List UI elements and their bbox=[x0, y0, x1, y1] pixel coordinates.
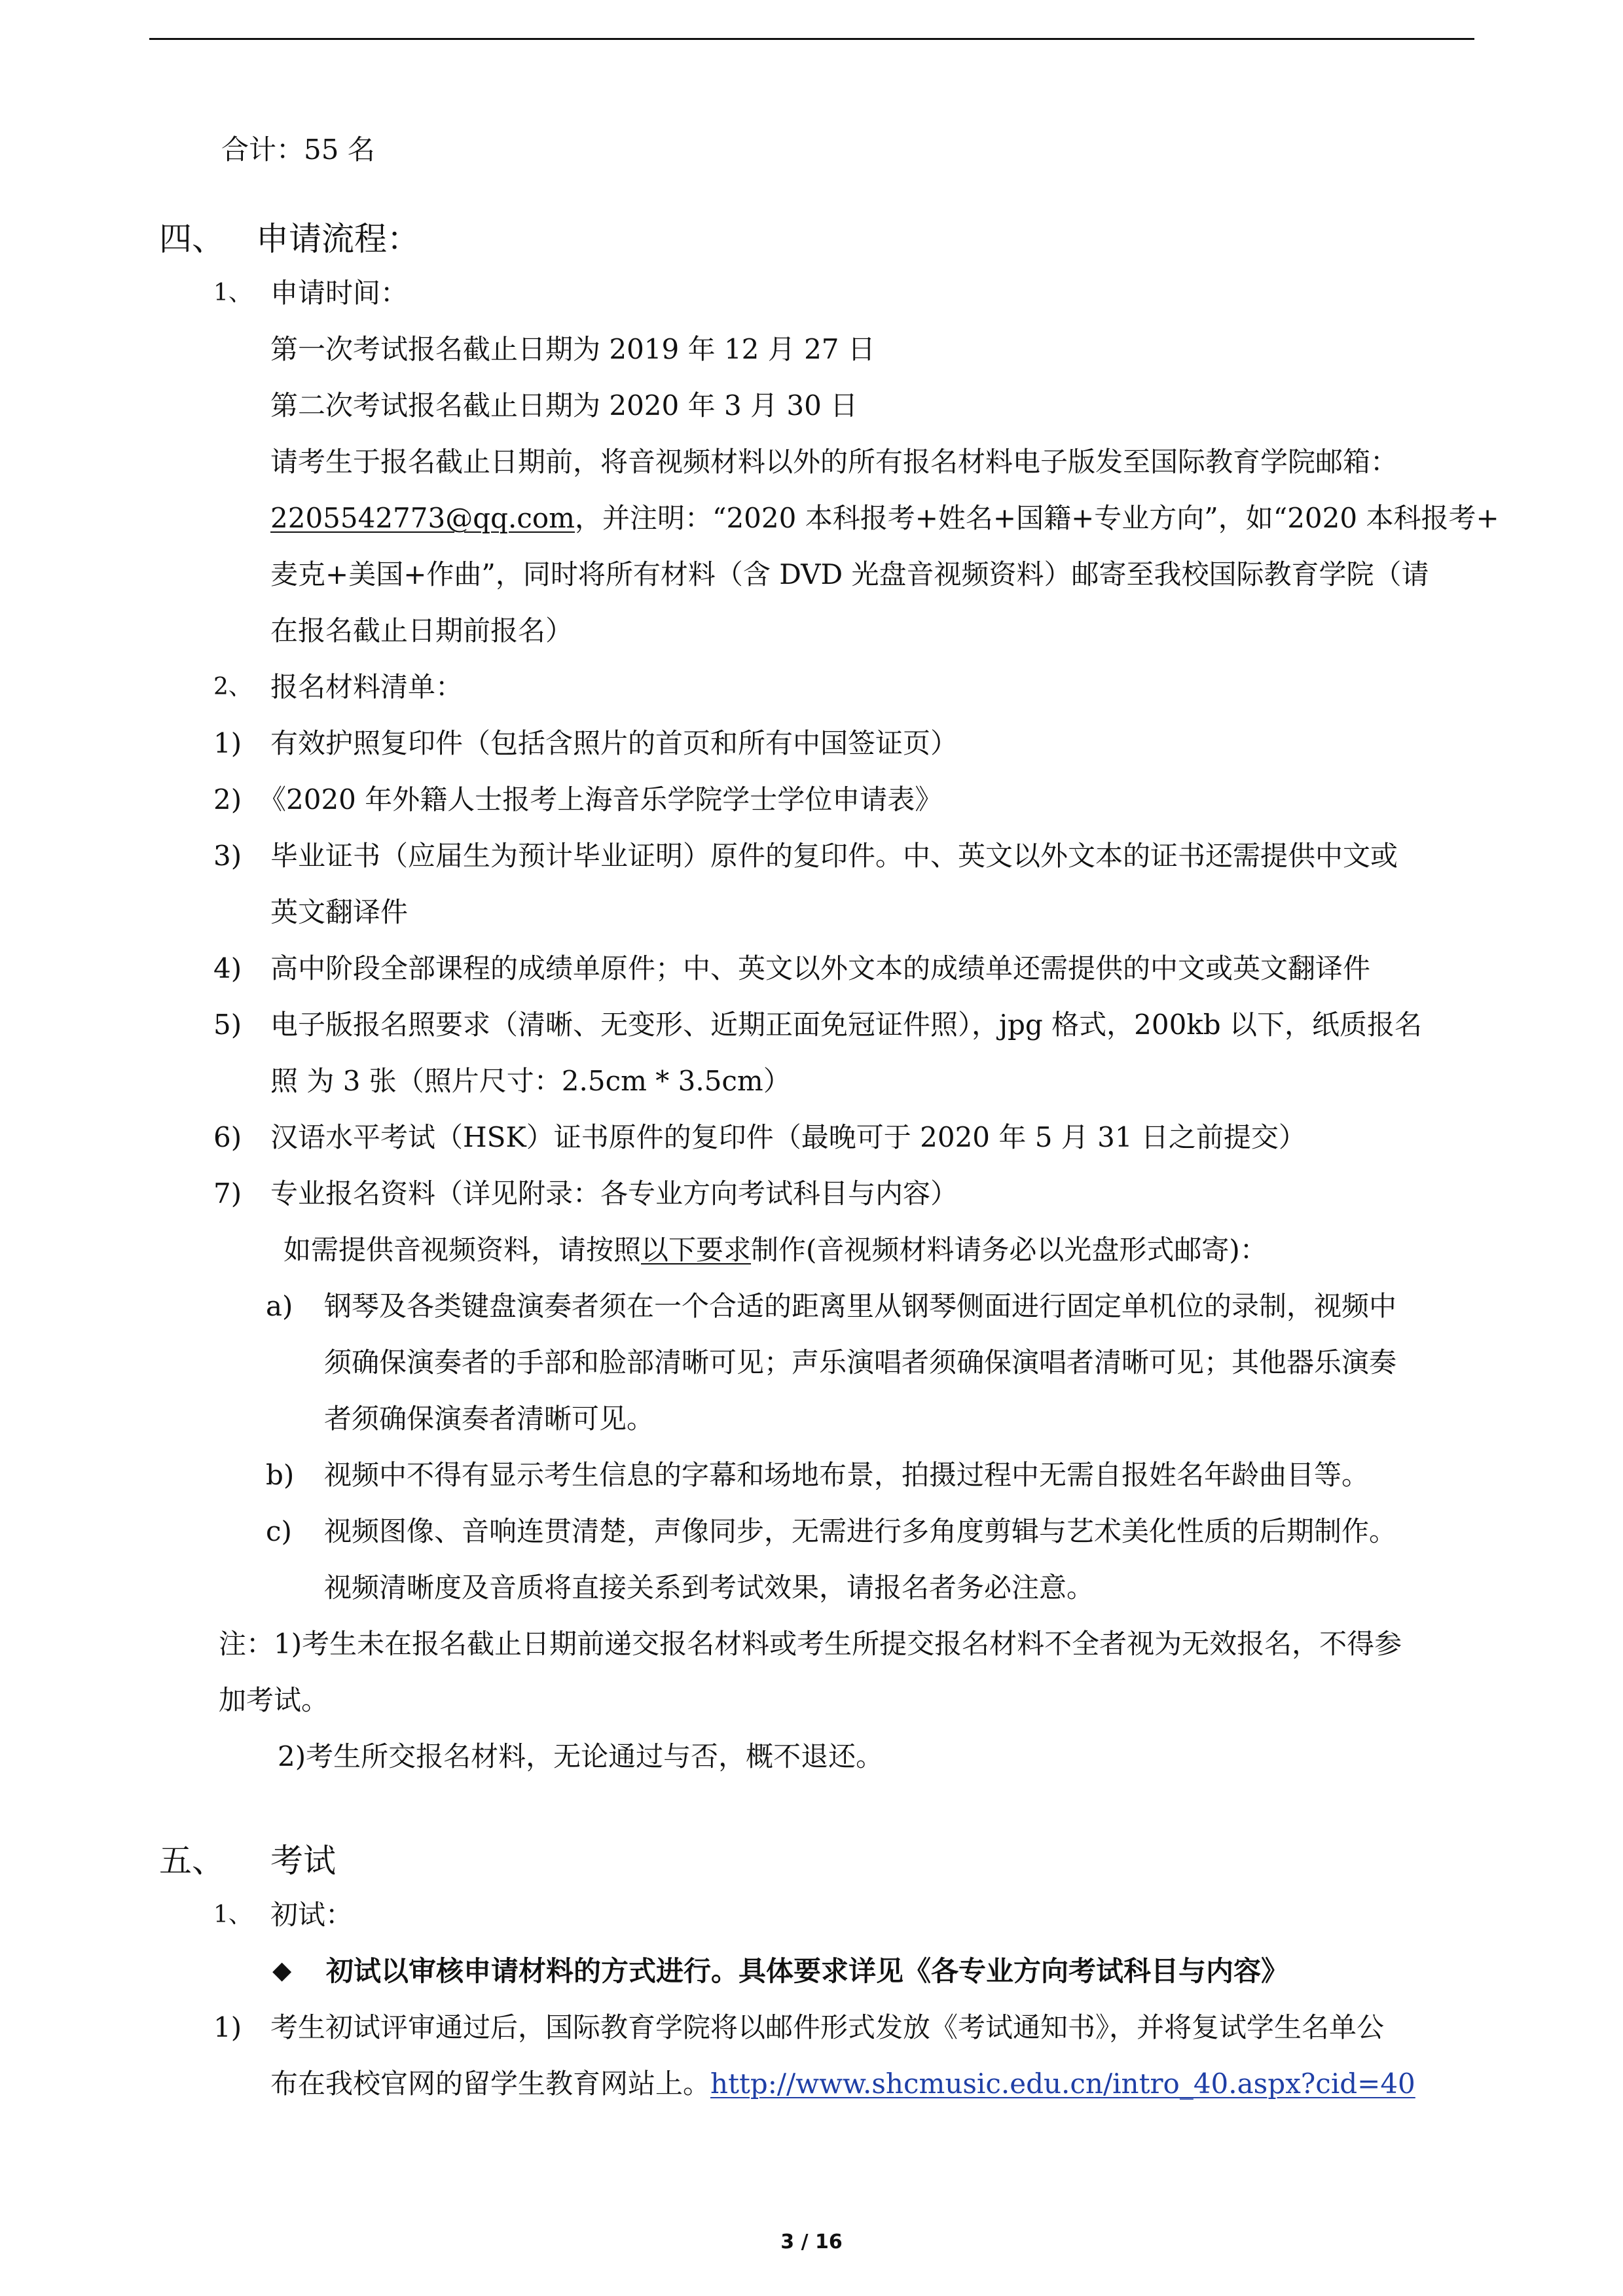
sub-item: 视频图像、音响连贯清楚，声像同步，无需进行多角度剪辑与艺术美化性质的后期制作。 bbox=[324, 1515, 1397, 1547]
list-item: 高中阶段全部课程的成绩单原件；中、英文以外文本的成绩单还需提供的中文或英文翻译件 bbox=[270, 952, 1371, 984]
av-intro-underlined: 以下要求 bbox=[641, 1234, 752, 1266]
header-rule bbox=[149, 38, 1474, 40]
list-number: 3) bbox=[213, 840, 242, 872]
diamond-bullet-icon: ◆ bbox=[272, 1955, 292, 1984]
note-line: 加考试。 bbox=[219, 1684, 329, 1716]
page-number: 3 / 16 bbox=[780, 2231, 843, 2253]
item-number: 2、 bbox=[213, 673, 252, 700]
list-item: 电子版报名照要求（清晰、无变形、近期正面免冠证件照），jpg 格式，200kb 以下，纸质报名 bbox=[270, 1009, 1422, 1041]
sub-number: a) bbox=[266, 1290, 293, 1322]
av-intro-text: 制作(音视频材料请务必以光盘形式邮寄)： bbox=[751, 1234, 1267, 1266]
section4-title: 申请流程： bbox=[256, 220, 420, 258]
text-line: 第一次考试报名截止日期为 2019 年 12 月 27 日 bbox=[270, 333, 875, 365]
text-line: 请考生于报名截止日期前，将音视频材料以外的所有报名材料电子版发至国际教育学院邮箱： bbox=[270, 446, 1398, 478]
item-title: 申请时间： bbox=[270, 277, 409, 309]
list-number: 1) bbox=[213, 2011, 242, 2043]
text-line bbox=[270, 502, 1499, 534]
email-link[interactable]: 2205542773@qq.com bbox=[270, 502, 575, 534]
sub-item: 视频中不得有显示考生信息的字幕和场地布景，拍摄过程中无需自报姓名年龄曲目等。 bbox=[324, 1459, 1370, 1491]
text-line: 在报名截止日期前报名） bbox=[270, 615, 574, 647]
item-number: 1、 bbox=[213, 1901, 252, 1928]
sub-item-cont: 须确保演奏者的手部和脸部清晰可见；声乐演唱者须确保演唱者清晰可见；其他器乐演奏 bbox=[324, 1346, 1397, 1378]
list-item: 专业报名资料（详见附录：各专业方向考试科目与内容） bbox=[270, 1177, 958, 1210]
text-line: 麦克+美国+作曲”，同时将所有材料（含 DVD 光盘音视频资料）邮寄至我校国际教育学院（请 bbox=[270, 558, 1429, 590]
sub-item-cont: 者须确保演奏者清晰可见。 bbox=[324, 1403, 655, 1435]
list-item: 有效护照复印件（包括含照片的首页和所有中国签证页） bbox=[270, 727, 958, 759]
sub-item: 钢琴及各类键盘演奏者须在一个合适的距离里从钢琴侧面进行固定单机位的录制，视频中 bbox=[324, 1290, 1397, 1322]
list-number: 1) bbox=[213, 727, 242, 759]
list-number: 5) bbox=[213, 1009, 242, 1041]
list-item-cont: 照 为 3 张（照片尺寸：2.5cm * 3.5cm） bbox=[270, 1065, 791, 1097]
text-line: 第二次考试报名截止日期为 2020 年 3 月 30 日 bbox=[270, 389, 858, 422]
sub-number: b) bbox=[266, 1459, 295, 1491]
list-item: 汉语水平考试（HSK）证书原件的复印件（最晚可于 2020 年 5 月 31 日之前提交） bbox=[270, 1121, 1306, 1153]
total-line: 合计：55 名 bbox=[221, 134, 375, 166]
paragraph-text: 布在我校官网的留学生教育网站上。 bbox=[270, 2068, 711, 2100]
website-link[interactable]: http://www.shcmusic.edu.cn/intro_40.aspx?cid=40 bbox=[710, 2068, 1415, 2100]
av-intro bbox=[283, 1236, 1267, 1264]
list-item-cont: 英文翻译件 bbox=[270, 896, 409, 928]
note-line: 2)考生所交报名材料，无论通过与否，概不退还。 bbox=[278, 1740, 884, 1772]
bold-bullet-text: 初试以审核申请材料的方式进行。具体要求详见《各专业方向考试科目与内容》 bbox=[326, 1955, 1289, 1987]
section4-number: 四、 bbox=[159, 220, 225, 258]
list-item: 毕业证书（应届生为预计毕业证明）原件的复印件。中、英文以外文本的证书还需提供中文或 bbox=[270, 840, 1398, 872]
paragraph-line bbox=[270, 2070, 1415, 2098]
item-title: 初试： bbox=[270, 1899, 354, 1931]
section5-title: 考试 bbox=[270, 1842, 336, 1880]
list-number: 4) bbox=[213, 952, 242, 984]
list-number: 2) bbox=[213, 783, 242, 816]
sub-item-cont: 视频清晰度及音质将直接关系到考试效果，请报名者务必注意。 bbox=[324, 1571, 1095, 1604]
paragraph-line: 考生初试评审通过后，国际教育学院将以邮件形式发放《考试通知书》，并将复试学生名单公 bbox=[270, 2011, 1385, 2043]
item-number: 1、 bbox=[213, 279, 252, 306]
email-note: ，并注明：“2020 本科报考+姓名+国籍+专业方向”，如“2020 本科报考+ bbox=[574, 502, 1499, 534]
list-number: 7) bbox=[213, 1177, 242, 1210]
note-line: 注：1)考生未在报名截止日期前递交报名材料或考生所提交报名材料不全者视为无效报名，不得参 bbox=[219, 1628, 1402, 1660]
section5-number: 五、 bbox=[159, 1842, 225, 1880]
list-item: 《2020 年外籍人士报考上海音乐学院学士学位申请表》 bbox=[259, 783, 943, 816]
list-number: 6) bbox=[213, 1121, 242, 1153]
av-intro-text: 如需提供音视频资料，请按照 bbox=[283, 1234, 642, 1266]
sub-number: c) bbox=[266, 1515, 292, 1547]
item-title: 报名材料清单： bbox=[270, 671, 464, 703]
